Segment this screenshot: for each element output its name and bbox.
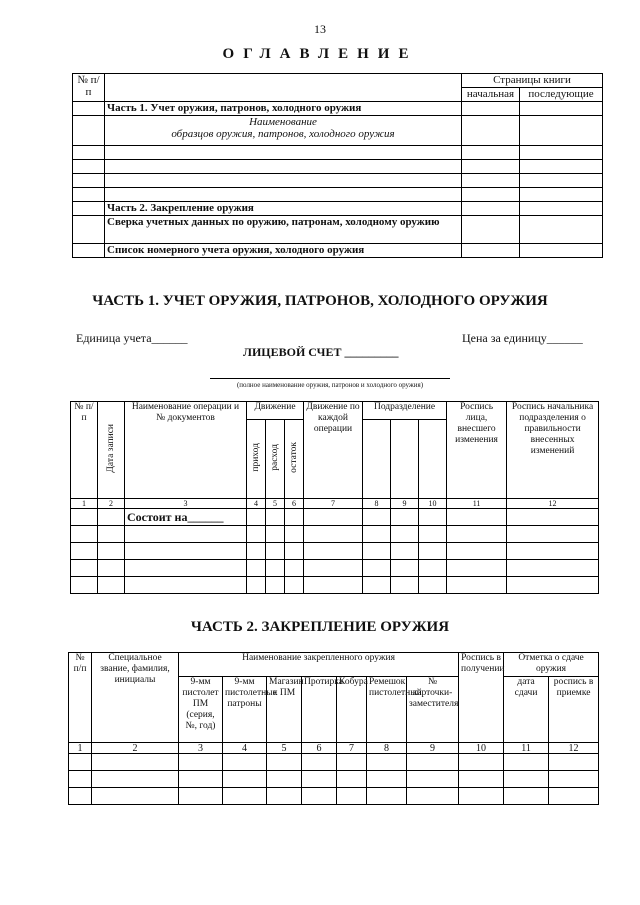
part2-table [68, 652, 599, 805]
p2-colnum: 8 [367, 743, 407, 754]
p2-col-hsig: роспись в приемке [549, 677, 599, 743]
unit-label: Единица учета______ [76, 331, 188, 345]
p2-col-9: № карточки-заместителя [407, 677, 459, 743]
p1-colnum: 1 [71, 499, 98, 509]
p2-colnum: 11 [504, 743, 549, 754]
p2-col-8: Ремешок пистолетный [367, 677, 407, 743]
p1-colnum: 7 [304, 499, 363, 509]
toc-row-part1: Часть 1. Учет оружия, патронов, холодного оружия [105, 102, 462, 116]
toc-row-part2: Часть 2. Закрепление оружия [105, 202, 462, 216]
p1-colnum: 5 [266, 499, 285, 509]
p1-col-in: приход [247, 420, 266, 499]
toc-row-names: Наименование образцов оружия, патронов, холодного оружия [105, 116, 462, 146]
p1-colnum: 9 [391, 499, 419, 509]
p2-col-3: 9-мм пистолет ПМ (серия, №, год) [179, 677, 223, 743]
p1-col-sig-person: Роспись лица, внесшего изменения [447, 402, 507, 499]
p2-colnum: 2 [92, 743, 179, 754]
part2-title: ЧАСТЬ 2. ЗАКРЕПЛЕНИЕ ОРУЖИЯ [190, 619, 450, 635]
toc-table [72, 73, 603, 258]
p1-col-sig-head: Роспись начальника подразделения о правильности внесенных изменений [507, 402, 599, 499]
p2-colnum: 1 [69, 743, 92, 754]
p2-colnum: 7 [337, 743, 367, 754]
p2-colnum: 10 [459, 743, 504, 754]
p1-col-move-each: Движение по каждой операции [304, 402, 363, 499]
toc-row-list: Список номерного учета оружия, холодного оружия [105, 244, 462, 258]
p1-col-num: № п/п [71, 402, 98, 499]
toc-row-reconcile: Сверка учетных данных по оружию, патронам, холодному оружию [105, 216, 462, 244]
p1-colnum: 6 [285, 499, 304, 509]
p2-col-6: Протирка [302, 677, 337, 743]
p1-colnum: 3 [125, 499, 247, 509]
p1-col-subdiv: Подразделение [363, 402, 447, 420]
p2-col-rank: Специальное звание, фамилия, инициалы [92, 653, 179, 743]
p1-col-op: Наименование операции и № документов [125, 402, 247, 499]
part1-title: ЧАСТЬ 1. УЧЕТ ОРУЖИЯ, ПАТРОНОВ, ХОЛОДНОГО ОРУЖИЯ [92, 293, 548, 309]
p2-colnum: 4 [223, 743, 267, 754]
p2-colnum: 3 [179, 743, 223, 754]
p1-colnum: 4 [247, 499, 266, 509]
p1-first-row: Состоит на______ [125, 509, 247, 526]
toc-col-next: последующие [520, 88, 603, 102]
p1-colnum: 2 [98, 499, 125, 509]
p2-col-receipt: Роспись в получении [459, 653, 504, 743]
p1-col-date: Дата записи [98, 402, 125, 499]
p1-col-out: расход [266, 420, 285, 499]
price-label: Цена за единицу______ [462, 331, 583, 345]
toc-col-pages: Страницы книги [462, 74, 603, 88]
p2-col-weapon: Наименование закрепленного оружия [179, 653, 459, 677]
account-label: ЛИЦЕВОЙ СЧЕТ _________ [243, 345, 399, 359]
p2-colnum: 9 [407, 743, 459, 754]
p2-colnum: 5 [267, 743, 302, 754]
p1-colnum: 12 [507, 499, 599, 509]
p2-col-5: Магазин к ПМ [267, 677, 302, 743]
p1-colnum: 11 [447, 499, 507, 509]
toc-col-num: № п/п [73, 74, 105, 102]
p1-colnum: 8 [363, 499, 391, 509]
toc-title: ОГЛАВЛЕНИЕ [222, 46, 418, 62]
p1-col-move: Движение [247, 402, 304, 420]
p1-col-rest: остаток [285, 420, 304, 499]
p2-col-hdate: дата сдачи [504, 677, 549, 743]
page-number: 13 [314, 22, 326, 36]
account-note: (полное наименование оружия, патронов и холодного оружия) [236, 381, 424, 389]
part1-table [70, 401, 599, 594]
p2-colnum: 12 [549, 743, 599, 754]
p1-colnum: 10 [419, 499, 447, 509]
toc-col-first: начальная [462, 88, 520, 102]
p2-col-handover: Отметка о сдаче оружия [504, 653, 599, 677]
p2-col-num: № п/п [69, 653, 92, 743]
p2-col-4: 9-мм пистолетные патроны [223, 677, 267, 743]
p2-col-7: Кобура [337, 677, 367, 743]
p2-colnum: 6 [302, 743, 337, 754]
